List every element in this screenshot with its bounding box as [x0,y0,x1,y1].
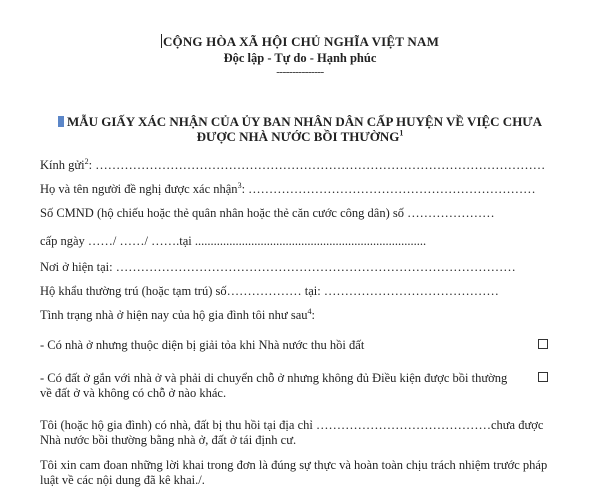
form-title [0,114,600,144]
cap-ngay-line[interactable]: cấp ngày ……/ ……/ …….tại .......................................................................... [40,234,427,248]
title-line-1: MẪU GIẤY XÁC NHẬN CỦA ỦY BAN NHÂN DÂN CẤP HUYỆN VỀ VIỆC CHƯA [66,114,543,129]
title-line-2: ĐƯỢC NHÀ NƯỚC BỒI THƯỜNG [196,129,400,144]
national-title-text: CỘNG HÒA XÃ HỘI CHỦ NGHĨA VIỆT NAM [162,34,440,49]
bookmark-icon[interactable] [58,116,64,127]
paragraph-commitment: Tôi xin cam đoan những lời khai trong đơn là đúng sự thực và hoàn toàn chịu trách nhiệm trước pháp luật về các nội dung đã kê khai./. [40,458,548,487]
national-title [0,34,600,50]
ho-ten-line [40,182,536,197]
noi-o-line[interactable]: Nơi ở hiện tại: …………………………………………………………………………………… [40,260,516,274]
separator: --------------- [276,66,324,78]
cmnd-line[interactable]: Số CMND (hộ chiếu hoặc thẻ quân nhân hoặc thẻ căn cước công dân) số ………………… [40,206,495,220]
kinh-gui-footnote: 2 [84,156,89,166]
kinh-gui-line [40,158,545,173]
ho-ten-label: Họ và tên người đề nghị được xác nhận [40,182,238,196]
option-1-text: - Có nhà ở nhưng thuộc diện bị giải tỏa khi Nhà nước thu hồi đất [40,338,365,352]
ho-ten-fill[interactable]: : …………………………………………………………… [241,182,536,196]
text-cursor [161,34,162,48]
paragraph-address: Tôi (hoặc hộ gia đình) có nhà, đất bị thu hồi tại địa chỉ ……………………………………chưa được Nhà nước bồi thường bằng nhà ở, đất ở tái định cư. [40,418,544,447]
option-1-checkbox[interactable] [538,339,548,349]
ho-khau-line[interactable]: Hộ khẩu thường trú (hoặc tạm trú) số……………… tại: …………………………………… [40,284,499,298]
ho-ten-footnote: 3 [237,180,242,190]
tinh-trang-end: : [311,308,315,322]
tinh-trang-line [40,308,315,323]
tinh-trang-footnote: 4 [307,306,312,316]
kinh-gui-label: Kính gửi [40,158,85,172]
tinh-trang-label: Tình trạng nhà ở hiện nay của hộ gia đình tôi như sau [40,308,308,322]
option-2-text: - Có đất ở gắn với nhà ở và phải di chuyển chỗ ở nhưng không đủ Điều kiện được bồi thường về đất ở và không có chỗ ở nào khác. [40,371,508,400]
option-2-checkbox[interactable] [538,372,548,382]
motto: Độc lập - Tự do - Hạnh phúc [223,51,377,65]
title-footnote: 1 [399,128,404,138]
kinh-gui-fill[interactable]: : ……………………………………………………………………………………………… [88,158,546,172]
